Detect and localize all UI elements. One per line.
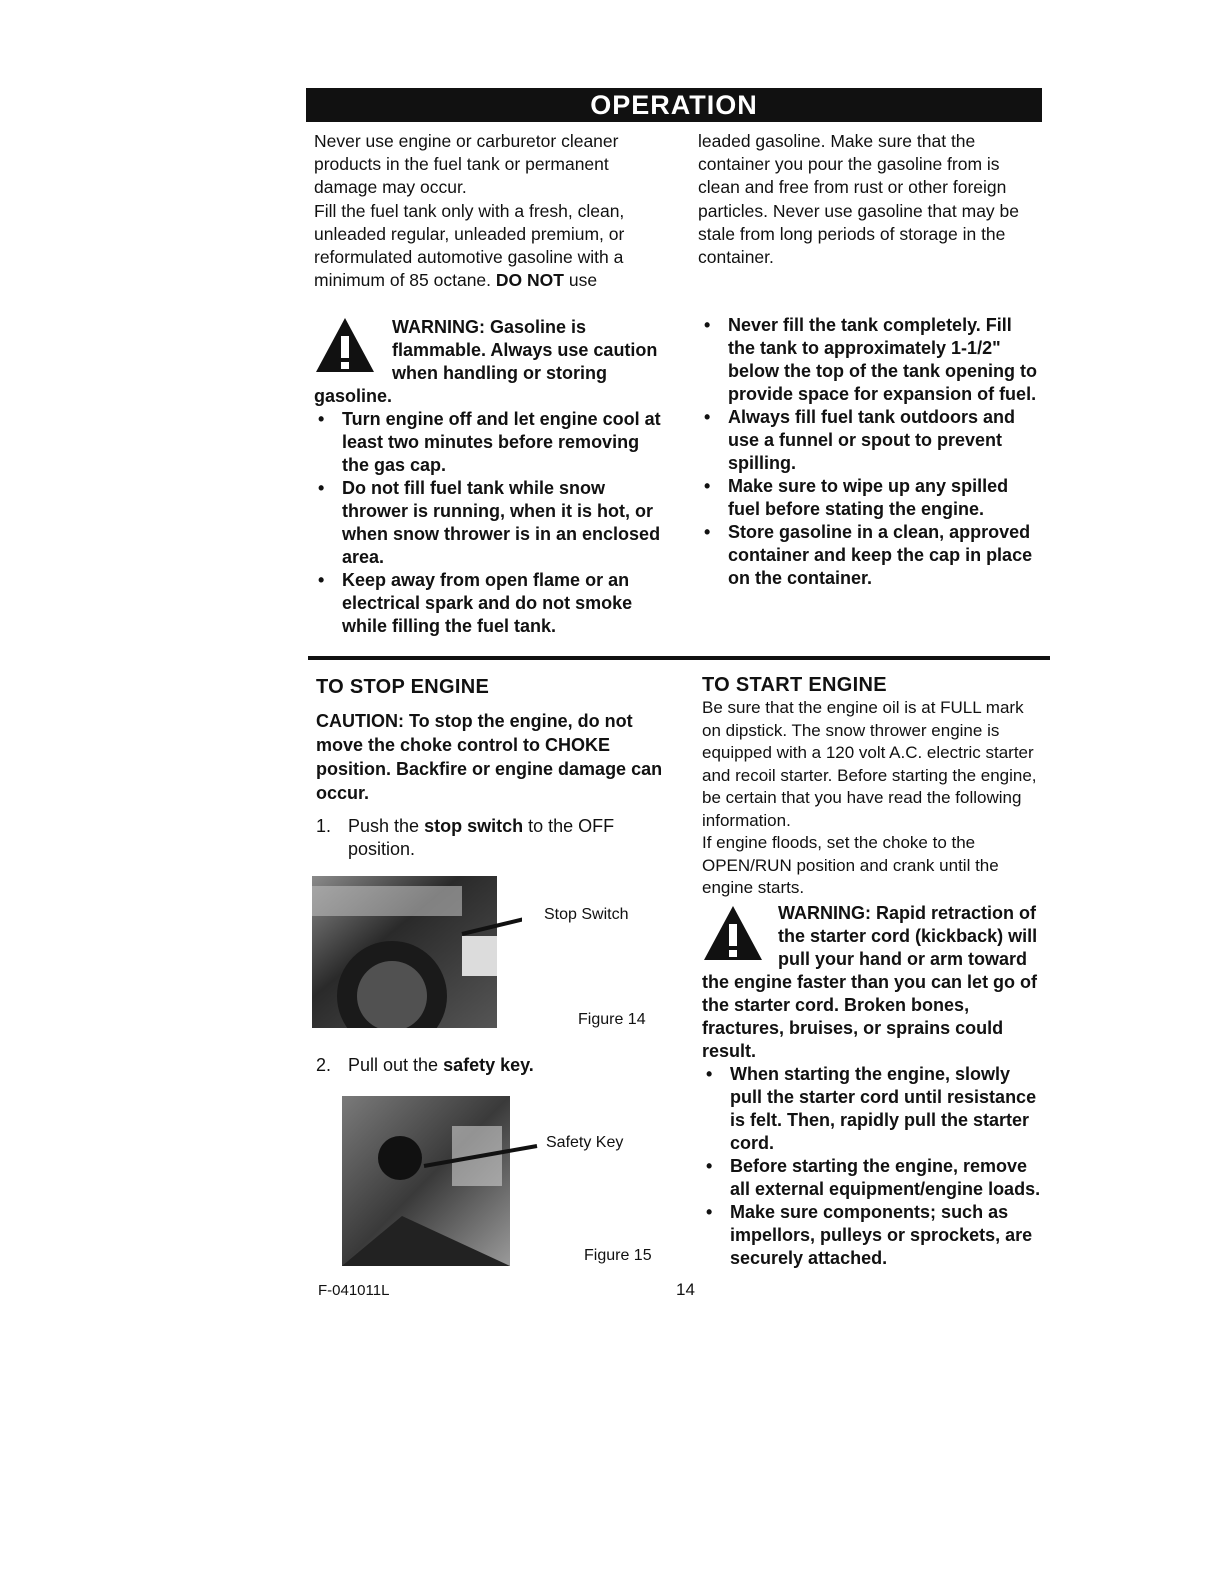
- figure-14-photo: [312, 876, 522, 1028]
- start-engine-list: [702, 1063, 1047, 1270]
- fuel-intro-right: [698, 130, 1043, 269]
- stop-engine-caution: CAUTION: To stop the engine, do not move the choke control to CHOKE position. Backfire or engine damage can occur.: [316, 711, 663, 803]
- figure-15-caption: Figure 15: [584, 1247, 652, 1264]
- fuel-paragraph-2: Fill the fuel tank only with a fresh, clean, unleaded regular, unleaded premium, or reformulated automotive gasoline with a minimum of 85 octane. DO NOT use: [314, 200, 625, 291]
- kickback-warning-block: [702, 902, 1047, 1270]
- list-item: • Do not fill fuel tank while snow thrower is running, when it is hot, or when snow thrower is in an enclosed area.: [314, 477, 664, 569]
- gasoline-warning-text: WARNING: Gasoline is flammable. Always use caution when handling or storing gasoline.: [314, 317, 658, 406]
- figure-15-photo: [342, 1096, 542, 1266]
- page-number: 14: [676, 1280, 695, 1299]
- fuel-safety-list-right-block: [700, 314, 1042, 590]
- list-item: • Make sure to wipe up any spilled fuel before stating the engine.: [700, 475, 1042, 521]
- fuel-paragraph-1: Never use engine or carburetor cleaner products in the fuel tank or permanent damage may occur.: [314, 131, 619, 198]
- warning-triangle-icon: [702, 904, 764, 962]
- document-code: F-041011L: [318, 1282, 390, 1299]
- fuel-paragraph-3: leaded gasoline. Make sure that the container you pour the gasoline from is clean and free from rust or other foreign particles. Never use gasoline that may be stale from long periods of storage in the container.: [698, 131, 1019, 268]
- start-engine-paragraph-1: Be sure that the engine oil is at FULL mark on dipstick. The snow thrower engine is equipped with a 120 volt A.C. electric starter and recoil starter. Before starting the engine, be certain that you have read the following information.: [702, 698, 1037, 830]
- list-item: • When starting the engine, slowly pull the starter cord until resistance is felt. Then, rapidly pull the starter cord.: [702, 1063, 1047, 1155]
- stop-engine-heading: TO STOP ENGINE: [316, 676, 490, 698]
- list-item: • Before starting the engine, remove all external equipment/engine loads.: [702, 1155, 1047, 1201]
- start-engine-paragraph-2: If engine floods, set the choke to the OPEN/RUN position and crank until the engine starts.: [702, 833, 999, 897]
- fuel-safety-list-right: [700, 314, 1042, 590]
- stop-step-2: 2. Pull out the safety key.: [316, 1055, 534, 1075]
- stop-step-1: 1. Push the stop switch to the OFF position.: [316, 816, 615, 860]
- list-item: • Always fill fuel tank outdoors and use a funnel or spout to prevent spilling.: [700, 406, 1042, 475]
- start-engine-section: [702, 674, 1047, 1270]
- list-item: • Turn engine off and let engine cool at least two minutes before removing the gas cap.: [314, 408, 664, 477]
- list-item: • Store gasoline in a clean, approved container and keep the cap in place on the container.: [700, 521, 1042, 590]
- section-banner: OPERATION: [306, 88, 1042, 122]
- start-engine-heading: TO START ENGINE: [702, 674, 887, 696]
- list-item: • Keep away from open flame or an electrical spark and do not smoke while filling the fuel tank.: [314, 569, 664, 638]
- gasoline-warning-block: [314, 316, 664, 638]
- stop-engine-section: [316, 676, 666, 861]
- list-item: • Never fill the tank completely. Fill the tank to approximately 1-1/2" below the top of the tank opening to provide space for expansion of fuel.: [700, 314, 1042, 406]
- section-divider: [308, 656, 1050, 660]
- safety-key-label: Safety Key: [546, 1134, 624, 1151]
- list-item: • Make sure components; such as impellors, pulleys or sprockets, are securely attached.: [702, 1201, 1047, 1270]
- kickback-warning-text: WARNING: Rapid retraction of the starter cord (kickback) will pull your hand or arm toward the engine faster than you can let go of the starter cord. Broken bones, fractures, bruises, or sprains could result.: [702, 902, 1038, 1061]
- stop-switch-label: Stop Switch: [544, 906, 629, 923]
- fuel-intro-left: [314, 130, 664, 292]
- figure-14-caption: Figure 14: [578, 1011, 646, 1028]
- fuel-safety-list-left: [314, 408, 664, 638]
- warning-triangle-icon: [314, 316, 376, 374]
